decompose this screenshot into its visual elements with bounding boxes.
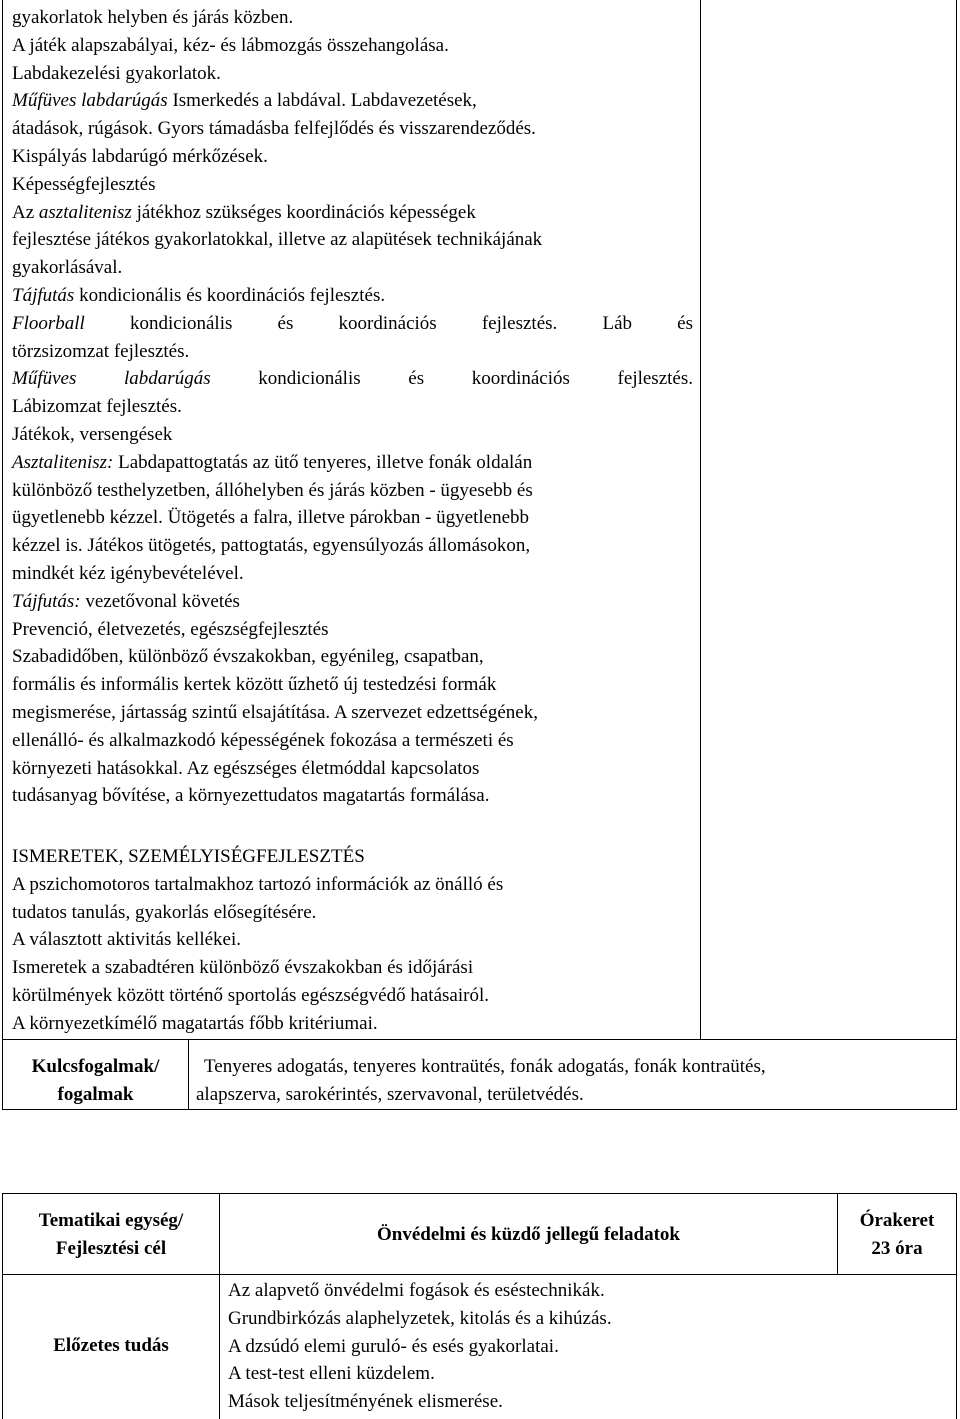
text-line (12, 449, 693, 477)
text-line (12, 310, 693, 338)
text-line (12, 199, 693, 227)
text-line (12, 671, 693, 699)
text-segment: megismerése, jártasság szintű elsajátítása. A szervezet edzettségének, (12, 701, 538, 723)
text-segment: tudásanyag bővítése, a környezettudatos magatartás formálása. (12, 785, 490, 807)
text-line (12, 338, 693, 366)
italic-term: Műfüves labdarúgás (12, 90, 168, 112)
text-segment: környezeti hatásokkal. Az egészséges életmóddal kapcsolatos (12, 757, 480, 779)
text-line (12, 87, 693, 115)
key-concepts-text-line1: Tenyeres adogatás, tenyeres kontraütés, fonák adogatás, fonák kontraütés, (204, 1056, 766, 1077)
text-line (12, 616, 693, 644)
prior-knowledge-item: Az alapvető önvédelmi fogások és eséstechnikák. (228, 1280, 605, 1301)
text-line (12, 755, 693, 783)
text-line (12, 171, 693, 199)
upper-table-divider (700, 0, 701, 1040)
text-segment: törzsizomzat fejlesztés. (12, 340, 190, 362)
knowledge-block (12, 843, 693, 1038)
prior-knowledge-label: Előzetes tudás (53, 1335, 169, 1356)
upper-table-right-border (956, 0, 957, 1110)
unit-header-label (3, 1207, 219, 1263)
italic-term: Asztalitenisz: (12, 451, 114, 473)
text-line (12, 254, 693, 282)
prior-knowledge-item: A dzsúdó elemi guruló- és esés gyakorlatai. (228, 1335, 559, 1357)
text-segment: vezetővonal követés (80, 590, 240, 612)
text-segment: Labdapattogtatás az ütő tenyeres, illetve fonák oldalán (113, 451, 533, 473)
text-line (12, 393, 693, 421)
text-line (12, 143, 693, 171)
text-line (12, 504, 693, 532)
unit-table-right-border (956, 1193, 957, 1419)
knowledge-line: A pszichomotoros tartalmakhoz tartozó információk az önálló és (12, 873, 504, 895)
text-segment: ügyetlenebb kézzel. Ütögetés a falra, illetve párokban - ügyetlenebb (12, 507, 529, 529)
text-segment: játékhoz szükséges koordinációs képességek (131, 201, 476, 223)
italic-term: asztalitenisz (38, 201, 132, 223)
hours-cell (838, 1207, 956, 1263)
text-segment: Labdakezelési gyakorlatok. (12, 62, 221, 84)
knowledge-line: A környezetkímélő magatartás főbb kritériumai. (12, 1012, 378, 1034)
text-segment: Játékok, versengések (12, 423, 173, 445)
text-segment: kondicionális és koordinációs fejlesztés. (210, 368, 693, 390)
text-segment: Kispályás labdarúgó mérkőzések. (12, 145, 268, 167)
text-segment: különböző testhelyzetben, állóhelyben és járás közben - ügyesebb és (12, 479, 533, 501)
key-concepts-bottom-border (2, 1109, 957, 1110)
upper-table-left-border (2, 0, 3, 1040)
prior-knowledge-list (228, 1277, 948, 1416)
text-segment: fejlesztése játékos gyakorlatokkal, illetve az alapütések technikájának (12, 229, 543, 251)
text-segment: gyakorlatok helyben és járás közben. (12, 7, 294, 28)
italic-term: Tájfutás (12, 284, 75, 306)
text-segment: gyakorlásával. (12, 257, 123, 279)
text-line (12, 282, 693, 310)
key-concepts-label-line1: Kulcsfogalmak/ (31, 1056, 160, 1077)
knowledge-line: Ismeretek a szabadtéren különböző évszakokban és időjárási (12, 957, 474, 979)
prior-knowledge-item: A test-test elleni küzdelem. (228, 1363, 435, 1385)
upper-table-bottom-border (2, 1039, 957, 1040)
unit-header-label-line1: Tematikai egység/ (38, 1210, 184, 1231)
text-segment: Lábizomzat fejlesztés. (12, 396, 182, 418)
text-line (12, 421, 693, 449)
text-line (12, 532, 693, 560)
text-segment: Szabadidőben, különböző évszakokban, egyénileg, csapatban, (12, 646, 484, 668)
text-segment: kézzel is. Játékos ütögetés, pattogtatás, egyensúlyozás állomásokon, (12, 535, 531, 557)
knowledge-line: A választott aktivitás kellékei. (12, 929, 241, 951)
text-segment: Ismerkedés a labdával. Labdavezetések, (167, 90, 477, 112)
text-segment: formális és informális kertek között űzhető új testedzési formák (12, 674, 497, 696)
text-segment: kondicionális és koordinációs fejlesztés. (74, 284, 386, 306)
knowledge-line: körülmények között történő sportolás egészségvédő hatásairól. (12, 984, 489, 1006)
unit-table-mid-border (2, 1274, 957, 1275)
text-segment: átadások, rúgások. Gyors támadásba felfejlődés és visszarendeződés. (12, 118, 536, 140)
prior-knowledge-item: Mások teljesítményének elismerése. (228, 1391, 503, 1413)
italic-term: Tájfutás: (12, 590, 81, 612)
unit-title: Önvédelmi és küzdő jellegű feladatok (377, 1224, 680, 1245)
key-concepts-text-line2: alapszerva, sarokérintés, szervavonal, területvédés. (196, 1083, 584, 1105)
text-line (12, 560, 693, 588)
text-line (12, 727, 693, 755)
key-concepts-label-line2: fogalmak (57, 1083, 134, 1105)
italic-term: Műfüves labdarúgás (12, 368, 211, 390)
text-line (12, 643, 693, 671)
text-segment: kondicionális és koordinációs fejlesztés. Láb és (84, 312, 693, 334)
text-line (12, 4, 693, 32)
prior-knowledge-item: Grundbirkózás alaphelyzetek, kitolás és a kihúzás. (228, 1307, 612, 1329)
key-concepts-label (3, 1053, 188, 1109)
activities-text-block (12, 4, 693, 810)
text-line (12, 699, 693, 727)
text-segment: Prevenció, életvezetés, egészségfejlesztés (12, 618, 329, 640)
text-segment: Képességfejlesztés (12, 173, 156, 195)
text-line (12, 588, 693, 616)
knowledge-heading: ISMERETEK, SZEMÉLYISÉGFEJLESZTÉS (12, 846, 365, 867)
text-line (12, 32, 693, 60)
text-segment: Az (12, 201, 39, 223)
text-line (12, 477, 693, 505)
hours-label: Órakeret (859, 1210, 935, 1231)
text-segment: mindkét kéz igénybevételével. (12, 562, 244, 584)
italic-term: Floorball (12, 312, 85, 334)
key-concepts-divider (188, 1040, 189, 1110)
unit-table-top-border (2, 1193, 957, 1194)
text-line (12, 782, 693, 810)
unit-header-label-line2: Fejlesztési cél (55, 1237, 167, 1259)
text-line (12, 226, 693, 254)
key-concepts-text (196, 1053, 952, 1109)
text-line (12, 115, 693, 143)
hours-value: 23 óra (871, 1237, 923, 1259)
knowledge-line: tudatos tanulás, gyakorlás elősegítésére. (12, 901, 317, 923)
knowledge-lines (12, 871, 693, 1038)
text-segment: ellenálló- és alkalmazkodó képességének fokozása a természeti és (12, 729, 514, 751)
text-line (12, 60, 693, 88)
text-line (12, 365, 693, 393)
text-segment: A játék alapszabályai, kéz- és lábmozgás összehangolása. (12, 34, 449, 56)
